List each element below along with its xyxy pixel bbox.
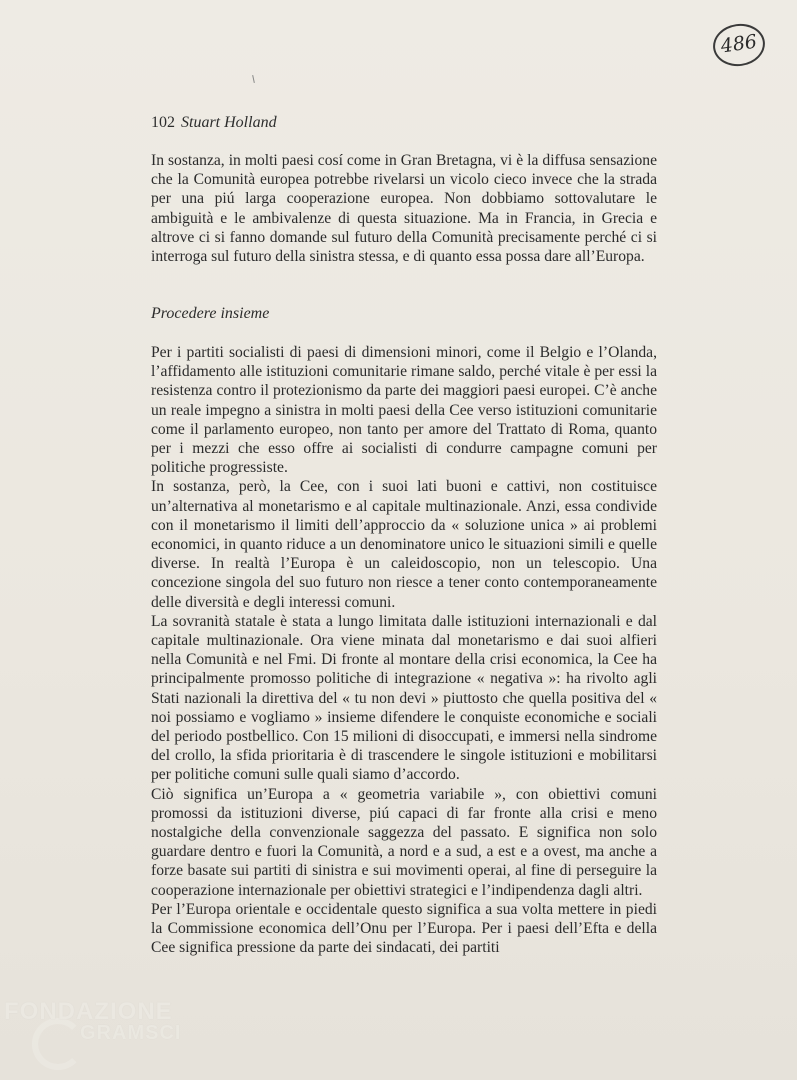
watermark-line-2: GRAMSCI xyxy=(80,1022,182,1044)
paragraph: In sostanza, però, la Cee, con i suoi lati buoni e cattivi, non costituisce un’alternativa al monetarismo e al capitale multinazionale. Anzi, essa condivide con il monetarismo il limiti dell’approccio da « soluzione unica » ai problemi economici, in quanto riduce a un denominatore unico le situazioni simili e quelle diverse. In realtà l’Europa è un caleidoscopio, non un telescopio. Una concezione singola del suo futuro non riesce a tener conto contemporaneamente delle diversità e degli interessi comuni. xyxy=(151,478,657,611)
paragraph: La sovranità statale è stata a lungo limitata dalle istituzioni internazionali e dal capitale multinazionale. Ora viene minata dal monetarismo e dai suoi alfieri nella Comunità e nel Fmi. Di fronte al montare della crisi economica, la Cee ha principalmente promosso politiche di integrazione « negativa »: ha rivolto agli Stati nazionali la direttiva del « tu non devi » piuttosto che quella positiva del « noi possiamo e vogliamo » insieme difendere le conquiste economiche e sociali del periodo postbellico. Con 15 milioni di disoccupati, e immersi nella sindrome del crollo, la sfida prioritaria è di trascendere le singole istituzioni e mobilitarsi per politiche comuni sulle quali siamo d’accordo. xyxy=(151,612,657,784)
pencil-mark xyxy=(252,75,255,83)
paragraph: Ciò significa un’Europa a « geometria variabile », con obiettivi comuni promossi da istituzioni diverse, piú capaci di far fronte alla crisi e meno nostalgiche della convenzionale saggezza del passato. E significa non solo guardare dentro e fuori la Comunità, a nord e a sud, a est e a ovest, ma anche a forze basate sui partiti di sinistra e sui movimenti operai, al fine di perseguire la cooperazione internazionale per obiettivi strategici e l’indipendenza dagli altri. xyxy=(151,785,657,899)
intro-text-block xyxy=(151,151,657,266)
section-text-block xyxy=(151,343,657,958)
paragraph: Per i partiti socialisti di paesi di dimensioni minori, come il Belgio e l’Olanda, l’affidamento alle istituzioni comunitarie rimane saldo, perché vitale è per essi la resistenza contro il protezionismo da parte dei maggiori paesi europei. C’è anche un reale impegno a sinistra in molti paesi della Cee verso istituzioni comunitarie come il parlamento europeo, non tanto per amore del Trattato di Roma, quanto per i mezzi che esso offre ai socialisti di condurre campagne comuni per politiche progressiste. xyxy=(151,344,657,477)
section-title: Procedere insieme xyxy=(151,305,270,322)
archive-watermark xyxy=(0,992,200,1072)
archive-number-stamp: 486 xyxy=(710,21,767,70)
watermark-line-1: FONDAZIONE xyxy=(4,998,173,1025)
intro-paragraph: In sostanza, in molti paesi cosí come in Gran Bretagna, vi è la diffusa sensazione che la Comunità europea potrebbe rivelarsi un vicolo cieco invece che la strada per una piú larga cooperazione europea. Non dobbiamo sottovalutare le ambiguità e le ambivalenze di questa situazione. Ma in Francia, in Grecia e altrove ci si fanno domande sul futuro della Comunità precisamente perché ci si interroga sul futuro della sinistra stessa, e di quanto essa possa dare all’Europa. xyxy=(151,152,657,266)
running-head-author: Stuart Holland xyxy=(181,114,277,131)
page-number: 102 xyxy=(151,114,175,131)
paragraph: Per l’Europa orientale e occidentale questo significa a sua volta mettere in piedi la Commissione economica dell’Onu per l’Europa. Per i paesi dell’Efta e della Cee significa pressione da parte dei sindacati, dei partiti xyxy=(151,900,657,957)
running-head xyxy=(151,114,277,132)
